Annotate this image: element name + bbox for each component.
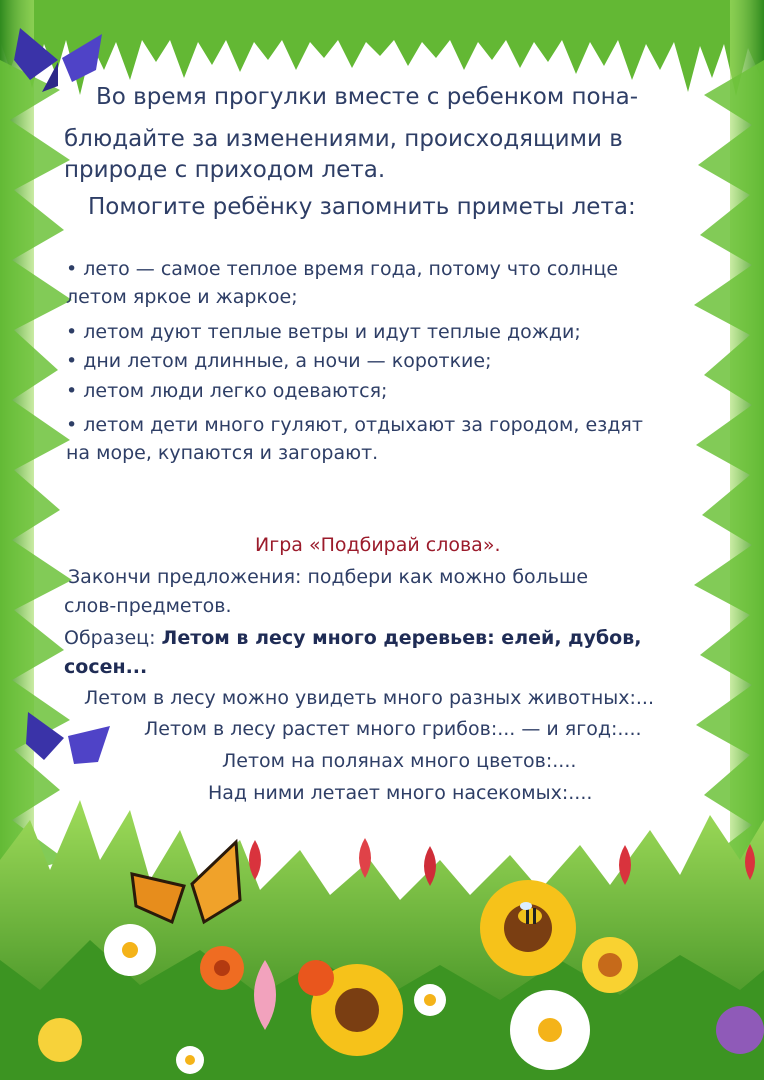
sign-item-1a: • лето — самое теплое время года, потому что солнце bbox=[66, 258, 619, 280]
game-question-1: Летом в лесу можно увидеть много разных животных:... bbox=[84, 687, 655, 709]
game-question-4: Над ними летает много насекомых:.... bbox=[208, 782, 593, 804]
example-bold-1: Летом в лесу много деревьев: елей, дубов, bbox=[161, 627, 642, 649]
sign-item-4: • летом люди легко одеваются; bbox=[66, 380, 388, 402]
game-task-line-2: слов-предметов. bbox=[64, 595, 232, 617]
intro-line-4: Помогите ребёнку запомнить приметы лета: bbox=[88, 194, 636, 220]
game-example bbox=[64, 623, 641, 654]
example-bold-2: сосен... bbox=[64, 656, 148, 678]
sign-item-2: • летом дуют теплые ветры и идут теплые дожди; bbox=[66, 321, 581, 343]
intro-line-2: блюдайте за изменениями, происходящими в bbox=[64, 126, 623, 152]
intro-line-3: природе с приходом лета. bbox=[64, 157, 386, 183]
example-label: Образец: bbox=[64, 627, 162, 649]
intro-line-1: Во время прогулки вместе с ребенком пона- bbox=[96, 84, 639, 110]
sign-item-5b: на море, купаются и загорают. bbox=[66, 442, 379, 464]
game-question-3: Летом на полянах много цветов:.... bbox=[222, 750, 577, 772]
game-question-2: Летом в лесу растет много грибов:... — и ягод:.... bbox=[144, 718, 642, 740]
sign-item-5a: • летом дети много гуляют, отдыхают за городом, ездят bbox=[66, 414, 643, 436]
game-task-line-1: Закончи предложения: подбери как можно больше bbox=[68, 566, 589, 588]
sign-item-1b: летом яркое и жаркое; bbox=[66, 286, 298, 308]
game-title: Игра «Подбирай слова». bbox=[255, 534, 501, 556]
sign-item-3: • дни летом длинные, а ночи — короткие; bbox=[66, 350, 492, 372]
